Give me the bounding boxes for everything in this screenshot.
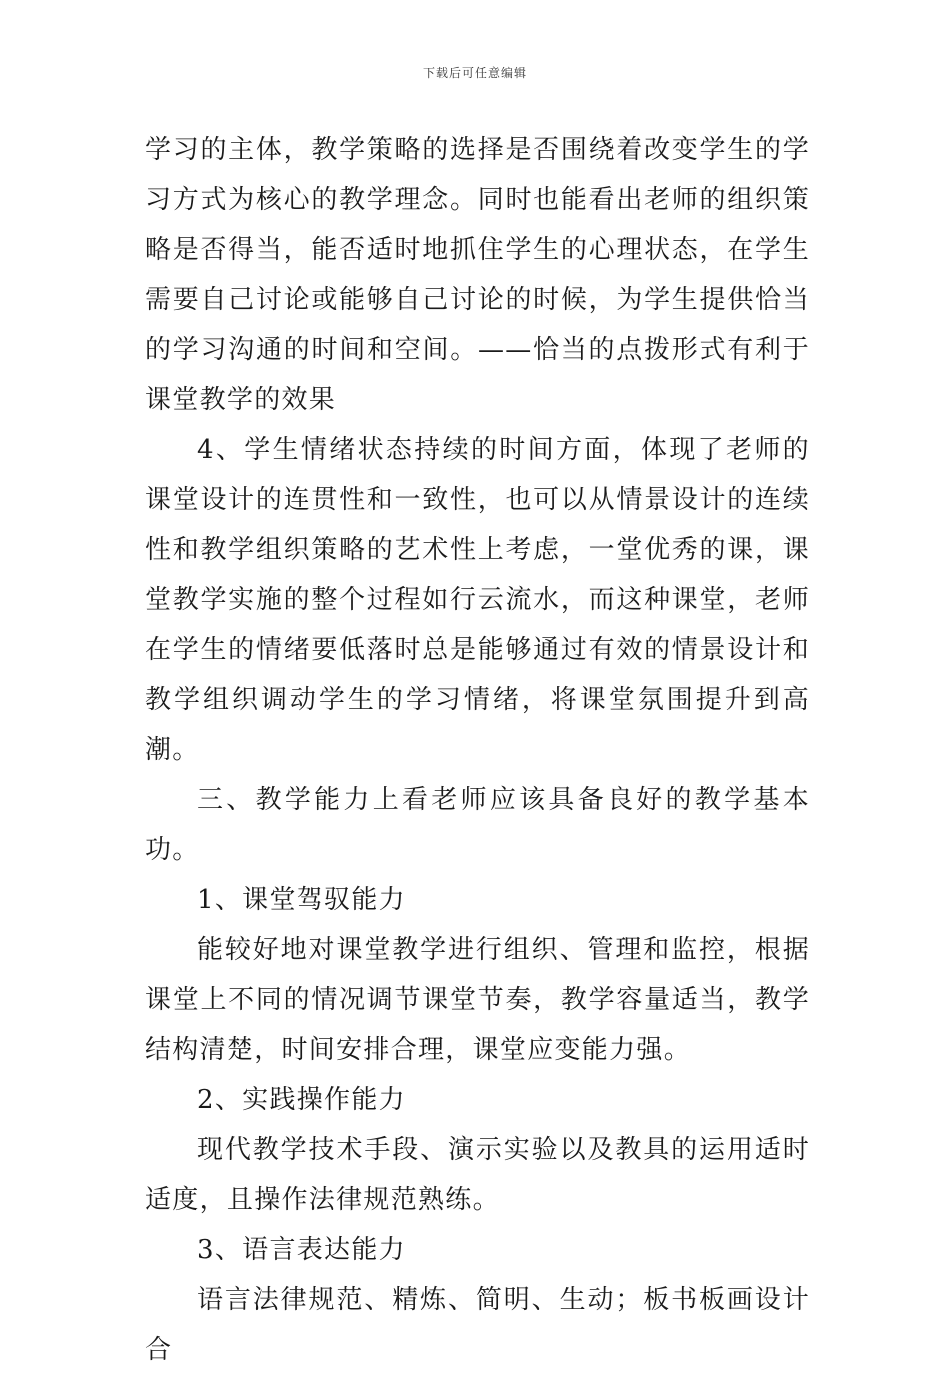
paragraph-practical-operation: 现代教学技术手段、演示实验以及教具的运用适时适度，且操作法律规范熟练。: [145, 1135, 810, 1215]
section-heading-3: 三、教学能力上看老师应该具备良好的教学基本功。: [145, 785, 810, 865]
subheading-practical-operation: 2、实践操作能力: [197, 1085, 406, 1115]
paragraph-classroom-control: 能较好地对课堂教学进行组织、管理和监控，根据课堂上不同的情况调节课堂节奏，教学容量适当，教学结构清楚，时间安排合理，课堂应变能力强。: [145, 935, 810, 1065]
paragraph-continuation: 学习的主体，教学策略的选择是否围绕着改变学生的学习方式为核心的教学理念。同时也能看出老师的组织策略是否得当，能否适时地抓住学生的心理状态，在学生需要自己讨论或能够自己讨论的时候，为学生提供恰当的学习沟通的时间和空间。——恰当的点拨形式有利于课堂教学的效果: [145, 135, 810, 415]
paragraph-point-4: 4、学生情绪状态持续的时间方面，体现了老师的课堂设计的连贯性和一致性，也可以从情景设计的连续性和教学组织策略的艺术性上考虑，一堂优秀的课，课堂教学实施的整个过程如行云流水，而这种课堂，老师在学生的情绪要低落时总是能够通过有效的情景设计和教学组织调动学生的学习情绪，将课堂氛围提升到高潮。: [145, 435, 810, 765]
paragraph-language-expression: 语言法律规范、精炼、简明、生动；板书板画设计合: [145, 1285, 810, 1365]
subheading-language-expression: 3、语言表达能力: [197, 1235, 406, 1265]
page-header: 下载后可任意编辑: [422, 66, 527, 80]
subheading-classroom-control: 1、课堂驾驭能力: [197, 885, 406, 915]
document-body: [145, 125, 810, 1375]
